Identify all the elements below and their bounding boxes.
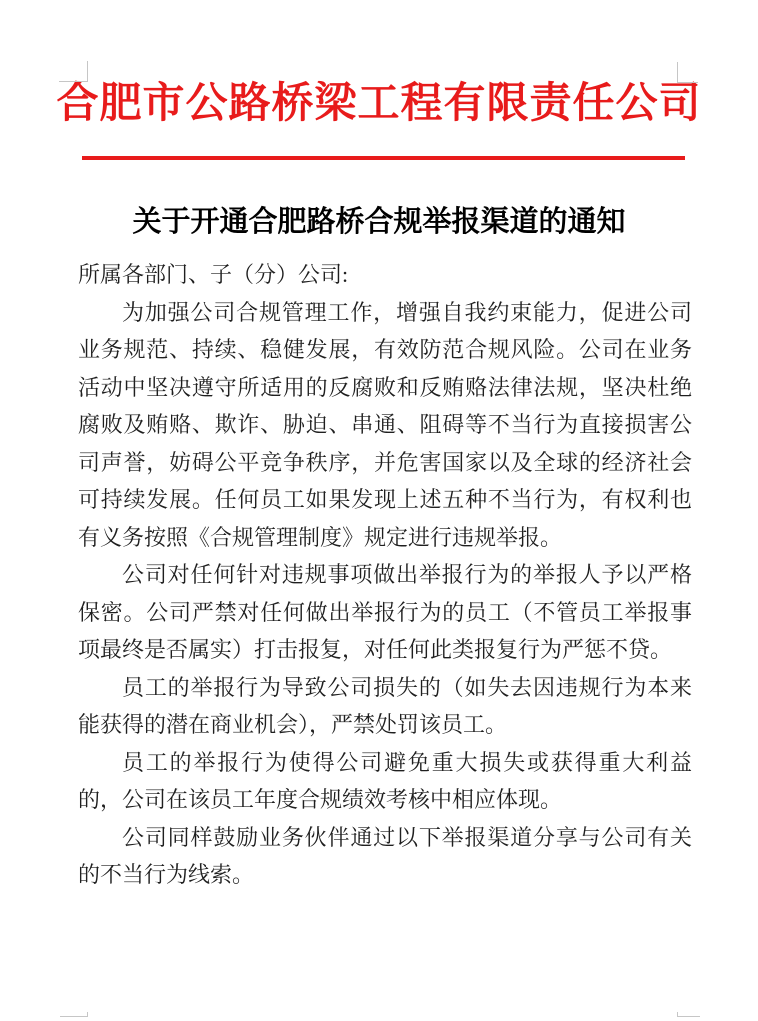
crop-mark-top-right (677, 62, 698, 83)
crop-mark-bottom-left (60, 1012, 88, 1017)
body-paragraph: 员工的举报行为导致公司损失的（如失去因违规行为本来能获得的潜在商业机会），严禁处罚该员工。 (78, 674, 692, 737)
salutation: 所属各部门、子（分）公司: (78, 262, 349, 287)
letterhead-company-name: 合肥市公路桥梁工程有限责任公司 (56, 81, 702, 127)
letterhead-rule (82, 156, 685, 160)
body-paragraph: 为加强公司合规管理工作，增强自我约束能力，促进公司业务规范、持续、稳健发展，有效防范合规风险。公司在业务活动中坚决遵守所适用的反腐败和反贿赂法律法规，坚决杜绝腐败及贿赂、欺诈、胁迫、串通、阻碍等不当行为直接损害公司声誉，妨碍公平竞争秩序，并危害国家以及全球的经济社会可持续发展。任何员工如果发现上述五种不当行为，有权利也有义务按照《合规管理制度》规定进行违规举报。 (78, 299, 692, 550)
crop-mark-bottom-right (677, 1012, 700, 1017)
notice-body (78, 256, 692, 894)
body-paragraph: 公司同样鼓励业务伙伴通过以下举报渠道分享与公司有关的不当行为线索。 (78, 824, 692, 887)
body-paragraph: 员工的举报行为使得公司避免重大损失或获得重大利益的，公司在该员工年度合规绩效考核中相应体现。 (78, 749, 692, 812)
notice-title: 关于开通合肥路桥合规举报渠道的通知 (132, 206, 626, 238)
crop-mark-top-left (59, 61, 88, 82)
body-paragraph: 公司对任何针对违规事项做出举报行为的举报人予以严格保密。公司严禁对任何做出举报行为的员工（不管员工举报事项最终是否属实）打击报复，对任何此类报复行为严惩不贷。 (78, 562, 692, 662)
